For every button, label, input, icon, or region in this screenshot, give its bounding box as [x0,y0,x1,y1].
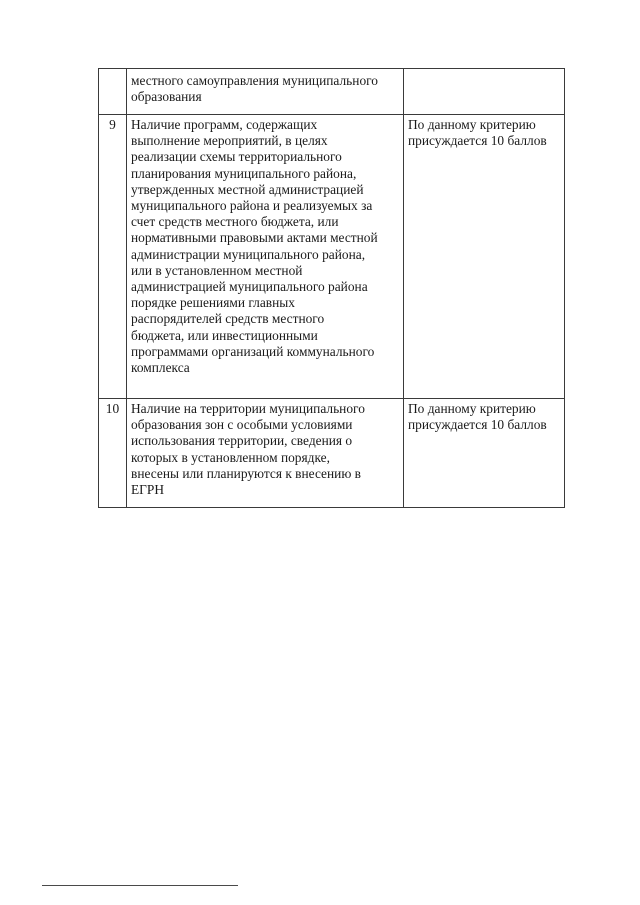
criteria-table [98,68,565,508]
criterion-line: нормативными правовыми актами местной [131,230,378,246]
score-line: По данному критерию [408,401,536,416]
score-cell [404,115,565,399]
criterion-line: внесены или планируются к внесению в [131,465,361,481]
criterion-line: выполнение мероприятий, в целях [131,133,328,149]
score-line: присуждается 10 баллов [408,417,547,433]
row-number-cell [99,69,127,115]
table-row [99,69,565,115]
criterion-cell [127,399,404,508]
criterion-line: местного самоуправления муниципального [131,73,378,88]
criterion-cell [127,115,404,399]
criterion-line: Наличие на территории муниципального [131,401,365,416]
criterion-line: реализации схемы территориального [131,149,342,165]
footnote-separator [42,885,238,886]
criterion-cell [127,69,404,115]
criterion-line: комплекса [131,360,190,376]
criterion-line: утвержденных местной администрацией [131,181,364,197]
criterion-line: бюджета, или инвестиционными [131,327,318,343]
score-line: присуждается 10 баллов [408,133,547,149]
row-number-cell: 9 [99,115,127,399]
criterion-line: администрации муниципального района, [131,246,366,262]
score-line: По данному критерию [408,117,536,132]
criterion-line: которых в установленном порядке, [131,449,330,465]
score-cell [404,69,565,115]
criterion-line: администрацией муниципального района [131,279,368,295]
criterion-line: распорядителей средств местного [131,311,325,327]
criterion-line: счет средств местного бюджета, или [131,214,339,230]
criterion-line: образования зон с особыми условиями [131,417,353,433]
criterion-line: Наличие программ, содержащих [131,117,318,132]
criterion-line: образования [131,89,202,105]
criterion-line: использования территории, сведения о [131,433,353,449]
table-row [99,115,565,399]
criterion-line: муниципального района и реализуемых за [131,198,373,214]
criterion-line: программами организаций коммунального [131,343,375,359]
table-row [99,399,565,508]
criterion-line: или в установленном местной [131,262,303,278]
row-number-cell: 10 [99,399,127,508]
criterion-line: ЕГРН [131,482,165,498]
criterion-line: порядке решениями главных [131,295,295,311]
score-cell [404,399,565,508]
criterion-line: планирования муниципального района, [131,165,357,181]
